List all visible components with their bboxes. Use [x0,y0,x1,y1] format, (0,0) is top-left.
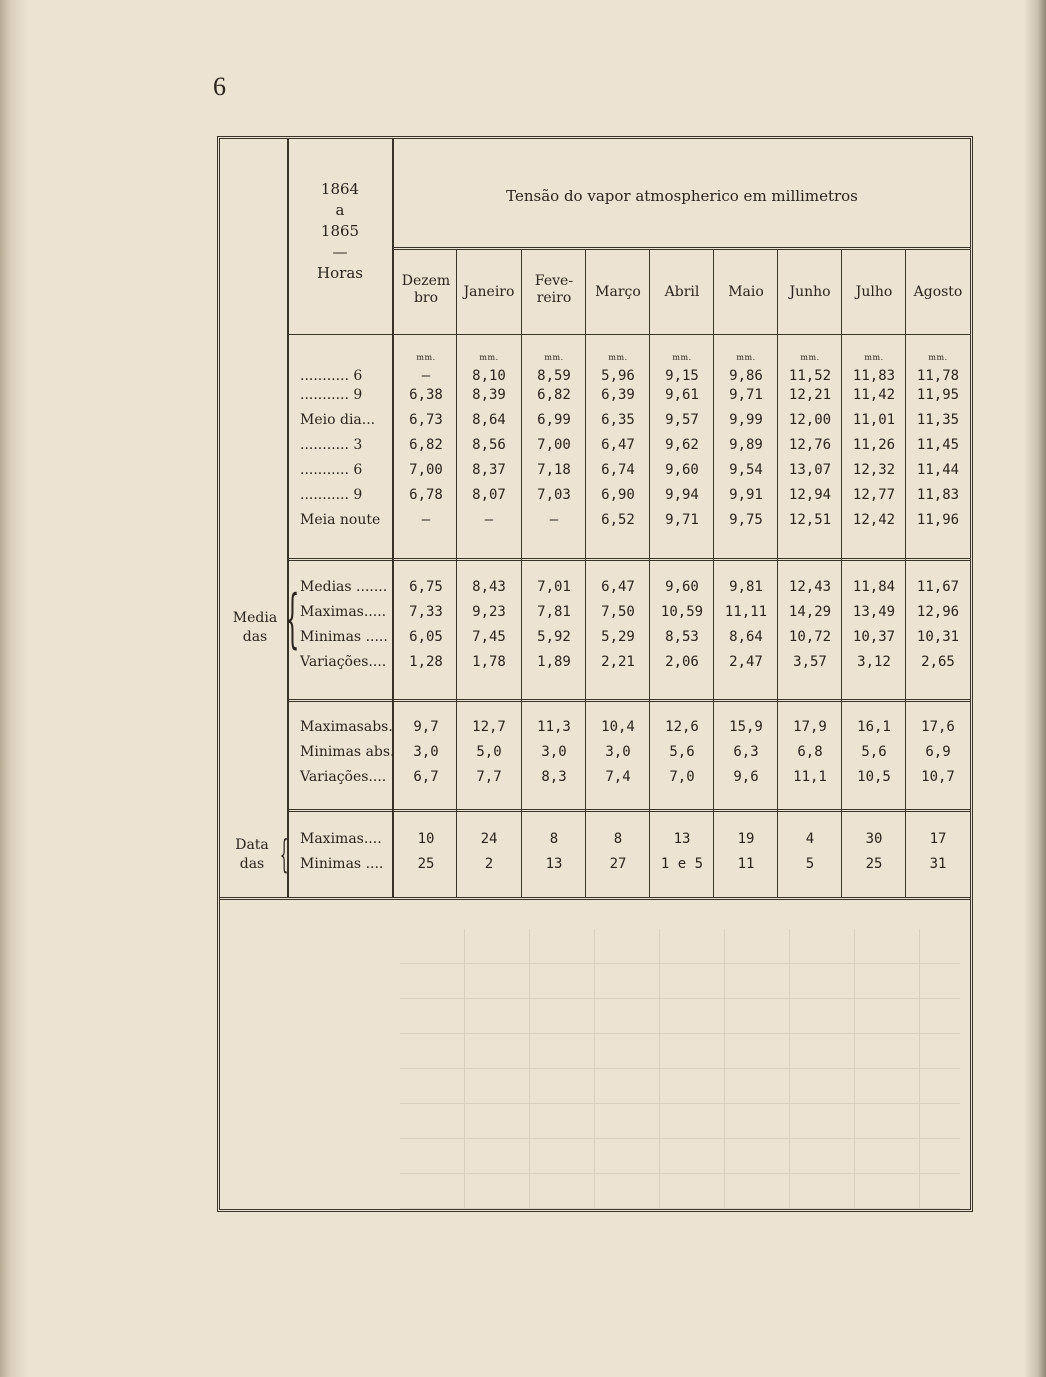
absolutas-cell: 6,7 [413,769,439,785]
month-header: Agosto [913,284,963,300]
hours-row-label: ........... 9 [300,487,363,503]
hours-row-label: ........... 9 [300,387,363,403]
medias-row-label: Medias ....... [300,579,388,595]
hours-cell: 7,03 [537,487,571,503]
absolutas-row-label: Variações.... [300,769,387,785]
absolutas-cell: 17,9 [793,719,827,735]
bleed-through-lines [400,929,960,1209]
medias-cell: 10,59 [660,604,704,620]
medias-cell: 1,78 [472,654,506,670]
hours-cell: 9,99 [729,412,763,428]
absolutas-cell: 16,1 [857,719,891,735]
datas-cell: 8 [549,831,559,847]
absolutas-row-label: Maximasabs. [300,719,393,735]
datas-cell: 2 [484,856,494,872]
hours-cell: 8,10 [472,368,506,384]
unit-label: mm. [864,353,884,362]
absolutas-cell: 6,8 [797,744,823,760]
absolutas-cell: 11,3 [537,719,571,735]
medias-cell: 3,12 [857,654,891,670]
hours-cell: 9,54 [729,462,763,478]
absolutas-cell: 6,3 [733,744,759,760]
hours-cell: 9,61 [665,387,699,403]
hours-cell: 8,64 [472,412,506,428]
rule-after-absolutas [288,809,970,812]
medias-cell: 1,89 [537,654,571,670]
hours-label: Horas [317,264,363,282]
medias-cell: 12,43 [788,579,832,595]
rule-table-end [220,897,970,900]
hours-cell: 12,76 [788,437,832,453]
month-col-divider [841,249,842,897]
hours-cell: — [549,512,559,528]
col-divider-labels [392,139,394,897]
unit-label: mm. [736,353,756,362]
medias-cell: 1,28 [409,654,443,670]
period-separator: a [335,201,345,219]
hours-row-label: Meia noute [300,512,381,528]
unit-label: mm. [416,353,436,362]
absolutas-cell: 7,0 [669,769,695,785]
medias-cell: 12,96 [916,604,960,620]
datas-cell: 13 [673,831,691,847]
datas-row-label: Minimas .... [300,856,384,872]
hours-cell: 11,42 [852,387,896,403]
hours-cell: 12,42 [852,512,896,528]
hours-cell: 12,51 [788,512,832,528]
month-col-divider [456,249,457,897]
medias-cell: 7,81 [537,604,571,620]
header-rule-left [288,334,393,335]
datas-row-label: Maximas.... [300,831,382,847]
datas-cell: 1 e 5 [660,856,704,872]
medias-cell: 2,65 [921,654,955,670]
hours-cell: 9,91 [729,487,763,503]
period-from: 1864 [320,180,360,198]
hours-cell: 11,52 [788,368,832,384]
month-header: Dezem bro [401,273,451,306]
hours-cell: — [421,512,431,528]
month-header: Julho [855,284,893,300]
unit-label: mm. [608,353,628,362]
month-col-divider [585,249,586,897]
hours-cell: 8,59 [537,368,571,384]
medias-cell: 8,53 [665,629,699,645]
medias-cell: 8,43 [472,579,506,595]
hours-cell: 8,37 [472,462,506,478]
hours-cell: 12,94 [788,487,832,503]
hours-cell: 6,99 [537,412,571,428]
hours-cell: — [484,512,494,528]
period-header [288,179,392,284]
absolutas-cell: 9,7 [413,719,439,735]
medias-cell: 13,49 [852,604,896,620]
month-header: Feve- reiro [534,273,574,306]
medias-cell: 2,21 [601,654,635,670]
month-header: Maio [728,284,764,300]
hours-cell: 7,18 [537,462,571,478]
hours-cell: 9,60 [665,462,699,478]
hours-cell: 6,52 [601,512,635,528]
datas-cell: 19 [737,831,755,847]
page-edge-right [1024,0,1046,1377]
unit-label: mm. [479,353,499,362]
hours-cell: 12,32 [852,462,896,478]
datas-group-label [226,836,278,874]
hours-cell: 6,39 [601,387,635,403]
unit-label: mm. [672,353,692,362]
datas-cell: 8 [613,831,623,847]
month-col-divider [777,249,778,897]
hours-cell: 11,83 [916,487,960,503]
absolutas-cell: 5,6 [669,744,695,760]
hours-row-label: ........... 6 [300,462,363,478]
month-col-divider [649,249,650,897]
hours-cell: 11,45 [916,437,960,453]
absolutas-cell: 12,7 [472,719,506,735]
absolutas-cell: 10,5 [857,769,891,785]
hours-cell: 9,71 [729,387,763,403]
medias-cell: 3,57 [793,654,827,670]
medias-row-label: Variações.... [300,654,387,670]
page-edge-left [0,0,28,1377]
hours-cell: 6,82 [537,387,571,403]
hours-cell: 8,56 [472,437,506,453]
data-table [217,136,973,1212]
hours-cell: 6,78 [409,487,443,503]
hours-row-label: ........... 3 [300,437,363,453]
datas-cell: 25 [865,856,883,872]
medias-group-word2: das [242,629,268,645]
month-header: Janeiro [463,284,515,300]
absolutas-cell: 11,1 [793,769,827,785]
hours-cell: 6,35 [601,412,635,428]
datas-brace: { [279,832,289,876]
hours-cell: 11,44 [916,462,960,478]
hours-cell: 9,75 [729,512,763,528]
period-dash: — [332,243,348,261]
hours-cell: 6,73 [409,412,443,428]
hours-cell: 13,07 [788,462,832,478]
hours-cell: 9,57 [665,412,699,428]
medias-brace: { [285,582,300,656]
absolutas-cell: 17,6 [921,719,955,735]
absolutas-cell: 6,9 [925,744,951,760]
medias-cell: 10,72 [788,629,832,645]
medias-cell: 10,31 [916,629,960,645]
datas-cell: 4 [805,831,815,847]
month-col-divider [905,249,906,897]
absolutas-cell: 5,0 [476,744,502,760]
hours-cell: 11,83 [852,368,896,384]
absolutas-cell: 10,4 [601,719,635,735]
unit-label: mm. [800,353,820,362]
hours-cell: 12,00 [788,412,832,428]
datas-group-word2: das [239,856,265,872]
absolutas-cell: 8,3 [541,769,567,785]
month-header: Abril [664,284,700,300]
month-header: Março [595,284,641,300]
hours-cell: 9,15 [665,368,699,384]
medias-cell: 9,81 [729,579,763,595]
hours-cell: 5,96 [601,368,635,384]
hours-cell: 11,01 [852,412,896,428]
hours-cell: 9,89 [729,437,763,453]
medias-cell: 6,05 [409,629,443,645]
hours-cell: 9,86 [729,368,763,384]
medias-group-label [226,609,284,647]
datas-cell: 5 [805,856,815,872]
absolutas-row-label: Minimas abs. [300,744,395,760]
hours-cell: 6,47 [601,437,635,453]
datas-cell: 11 [737,856,755,872]
datas-cell: 10 [417,831,435,847]
hours-cell: 11,26 [852,437,896,453]
absolutas-cell: 10,7 [921,769,955,785]
medias-cell: 6,75 [409,579,443,595]
hours-cell: 9,71 [665,512,699,528]
medias-cell: 2,47 [729,654,763,670]
hours-cell: 12,21 [788,387,832,403]
hours-row-label: Meio dia... [300,412,376,428]
hours-cell: 11,96 [916,512,960,528]
datas-cell: 24 [480,831,498,847]
hours-cell: 11,95 [916,387,960,403]
medias-group-word1: Media [232,610,278,626]
hours-cell: 7,00 [409,462,443,478]
hours-cell: 6,90 [601,487,635,503]
medias-cell: 11,67 [916,579,960,595]
medias-cell: 6,47 [601,579,635,595]
page-number: 6 [213,72,226,101]
hours-cell: 8,39 [472,387,506,403]
period-to: 1865 [320,222,360,240]
table-title: Tensão do vapor atmospherico em millimetros [506,187,858,205]
medias-cell: 8,64 [729,629,763,645]
absolutas-cell: 5,6 [861,744,887,760]
hours-cell: 6,74 [601,462,635,478]
absolutas-cell: 3,0 [413,744,439,760]
datas-cell: 25 [417,856,435,872]
absolutas-cell: 9,6 [733,769,759,785]
rule-after-hours [288,558,970,561]
medias-cell: 5,92 [537,629,571,645]
absolutas-cell: 15,9 [729,719,763,735]
hours-cell: 7,00 [537,437,571,453]
rule-after-medias [288,699,970,702]
medias-cell: 7,50 [601,604,635,620]
datas-cell: 27 [609,856,627,872]
unit-label: mm. [544,353,564,362]
medias-cell: 14,29 [788,604,832,620]
hours-cell: 6,82 [409,437,443,453]
absolutas-cell: 3,0 [541,744,567,760]
datas-cell: 17 [929,831,947,847]
hours-cell: 12,77 [852,487,896,503]
datas-cell: 30 [865,831,883,847]
absolutas-cell: 7,7 [476,769,502,785]
medias-row-label: Maximas..... [300,604,387,620]
medias-row-label: Minimas ..... [300,629,388,645]
datas-cell: 13 [545,856,563,872]
unit-label: mm. [928,353,948,362]
datas-group-word1: Data [235,837,269,853]
month-header: Junho [789,284,831,300]
absolutas-cell: 3,0 [605,744,631,760]
header-rule-months [394,334,970,335]
hours-cell: 11,78 [916,368,960,384]
medias-cell: 7,33 [409,604,443,620]
medias-cell: 9,23 [472,604,506,620]
datas-cell: 31 [929,856,947,872]
hours-cell: — [421,368,431,384]
hours-cell: 11,35 [916,412,960,428]
absolutas-cell: 7,4 [605,769,631,785]
hours-cell: 9,62 [665,437,699,453]
hours-cell: 8,07 [472,487,506,503]
medias-cell: 2,06 [665,654,699,670]
title-underline [394,247,970,250]
medias-cell: 11,84 [852,579,896,595]
month-col-divider [713,249,714,897]
hours-cell: 9,94 [665,487,699,503]
month-col-divider [521,249,522,897]
absolutas-cell: 12,6 [665,719,699,735]
medias-cell: 7,45 [472,629,506,645]
medias-cell: 9,60 [665,579,699,595]
hours-row-label: ........... 6 [300,368,363,384]
medias-cell: 11,11 [724,604,768,620]
hours-cell: 6,38 [409,387,443,403]
medias-cell: 7,01 [537,579,571,595]
medias-cell: 5,29 [601,629,635,645]
medias-cell: 10,37 [852,629,896,645]
